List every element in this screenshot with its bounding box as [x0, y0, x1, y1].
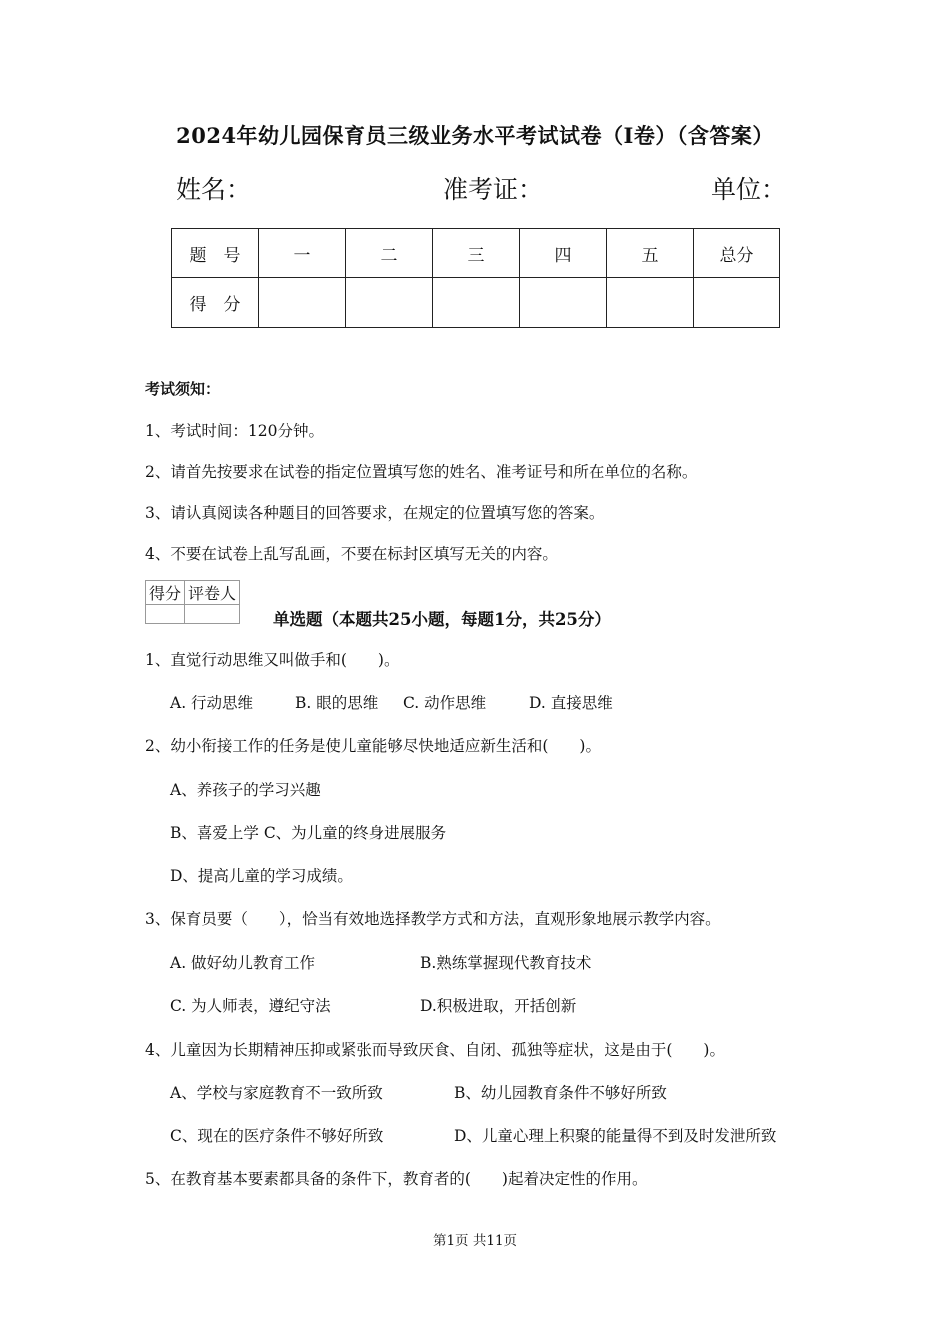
score-table-header-cell: 三	[433, 229, 520, 278]
score-table-header-cell: 五	[607, 229, 694, 278]
score-table-header-row	[172, 229, 780, 278]
question-option: B、幼儿园教育条件不够好所致	[454, 1084, 667, 1102]
grader-box-score-cell[interactable]	[146, 605, 185, 624]
question-option: D、提高儿童的学习成绩。	[170, 867, 353, 885]
score-cell[interactable]	[433, 278, 520, 328]
score-table-header-cell: 总分	[694, 229, 780, 278]
score-cell[interactable]	[607, 278, 694, 328]
notice-heading: 考试须知：	[145, 380, 221, 398]
score-table-header-cell: 一	[259, 229, 346, 278]
exam-id-label: 准考证：	[443, 175, 544, 204]
score-cell[interactable]	[346, 278, 433, 328]
question-option: C. 为人师表，遵纪守法	[170, 997, 331, 1015]
question-stem: 3、保育员要（ ），恰当有效地选择教学方式和方法，直观形象地展示教学内容。	[145, 910, 721, 928]
question-option: D、儿童心理上积聚的能量得不到及时发泄所致	[454, 1127, 777, 1145]
question-option: B. 眼的思维	[295, 694, 379, 712]
unit-label: 单位：	[711, 175, 787, 204]
question-option: D. 直接思维	[529, 694, 613, 712]
notice-item: 4、不要在试卷上乱写乱画，不要在标封区填写无关的内容。	[145, 545, 558, 563]
grader-box-grader-label: 评卷人	[185, 581, 240, 605]
question-stem: 2、幼小衔接工作的任务是使儿童能够尽快地适应新生活和( )。	[145, 737, 601, 755]
question-stem: 5、在教育基本要素都具备的条件下，教育者的( )起着决定性的作用。	[145, 1170, 648, 1188]
notice-item: 1、考试时间：120分钟。	[145, 422, 324, 440]
question-option: C、现在的医疗条件不够好所致	[170, 1127, 384, 1145]
score-table-header-cell: 二	[346, 229, 433, 278]
score-cell[interactable]	[520, 278, 607, 328]
question-stem: 4、儿童因为长期精神压抑或紧张而导致厌食、自闭、孤独等症状，这是由于( )。	[145, 1041, 725, 1059]
section-title: 单选题（本题共25小题，每题1分，共25分）	[273, 610, 611, 629]
grader-box	[145, 580, 240, 624]
notice-item: 2、请首先按要求在试卷的指定位置填写您的姓名、准考证号和所在单位的名称。	[145, 463, 698, 481]
question-option: A. 行动思维	[170, 694, 254, 712]
page-title: 2024年幼儿园保育员三级业务水平考试试卷（I卷）（含答案）	[176, 123, 774, 148]
score-row-label: 得 分	[172, 278, 259, 328]
question-option: C. 动作思维	[403, 694, 487, 712]
question-option: A. 做好幼儿教育工作	[170, 954, 316, 972]
question-option: B、喜爱上学 C、为儿童的终身进展服务	[170, 824, 447, 842]
page-footer: 第1页 共11页	[432, 1233, 518, 1249]
grader-box-score-label: 得分	[146, 581, 185, 605]
score-table	[171, 228, 780, 328]
score-cell[interactable]	[694, 278, 780, 328]
question-option: A、学校与家庭教育不一致所致	[170, 1084, 383, 1102]
name-label: 姓名：	[176, 175, 252, 204]
notice-item: 3、请认真阅读各种题目的回答要求，在规定的位置填写您的答案。	[145, 504, 605, 522]
score-table-header-cell: 题 号	[172, 229, 259, 278]
score-table-score-row	[172, 278, 780, 328]
question-stem: 1、直觉行动思维又叫做手和( )。	[145, 651, 400, 669]
score-table-header-cell: 四	[520, 229, 607, 278]
score-cell[interactable]	[259, 278, 346, 328]
question-option: A、养孩子的学习兴趣	[170, 781, 321, 799]
grader-box-grader-cell[interactable]	[185, 605, 240, 624]
question-option: D.积极进取，开括创新	[420, 997, 577, 1015]
question-option: B.熟练掌握现代教育技术	[420, 954, 592, 972]
